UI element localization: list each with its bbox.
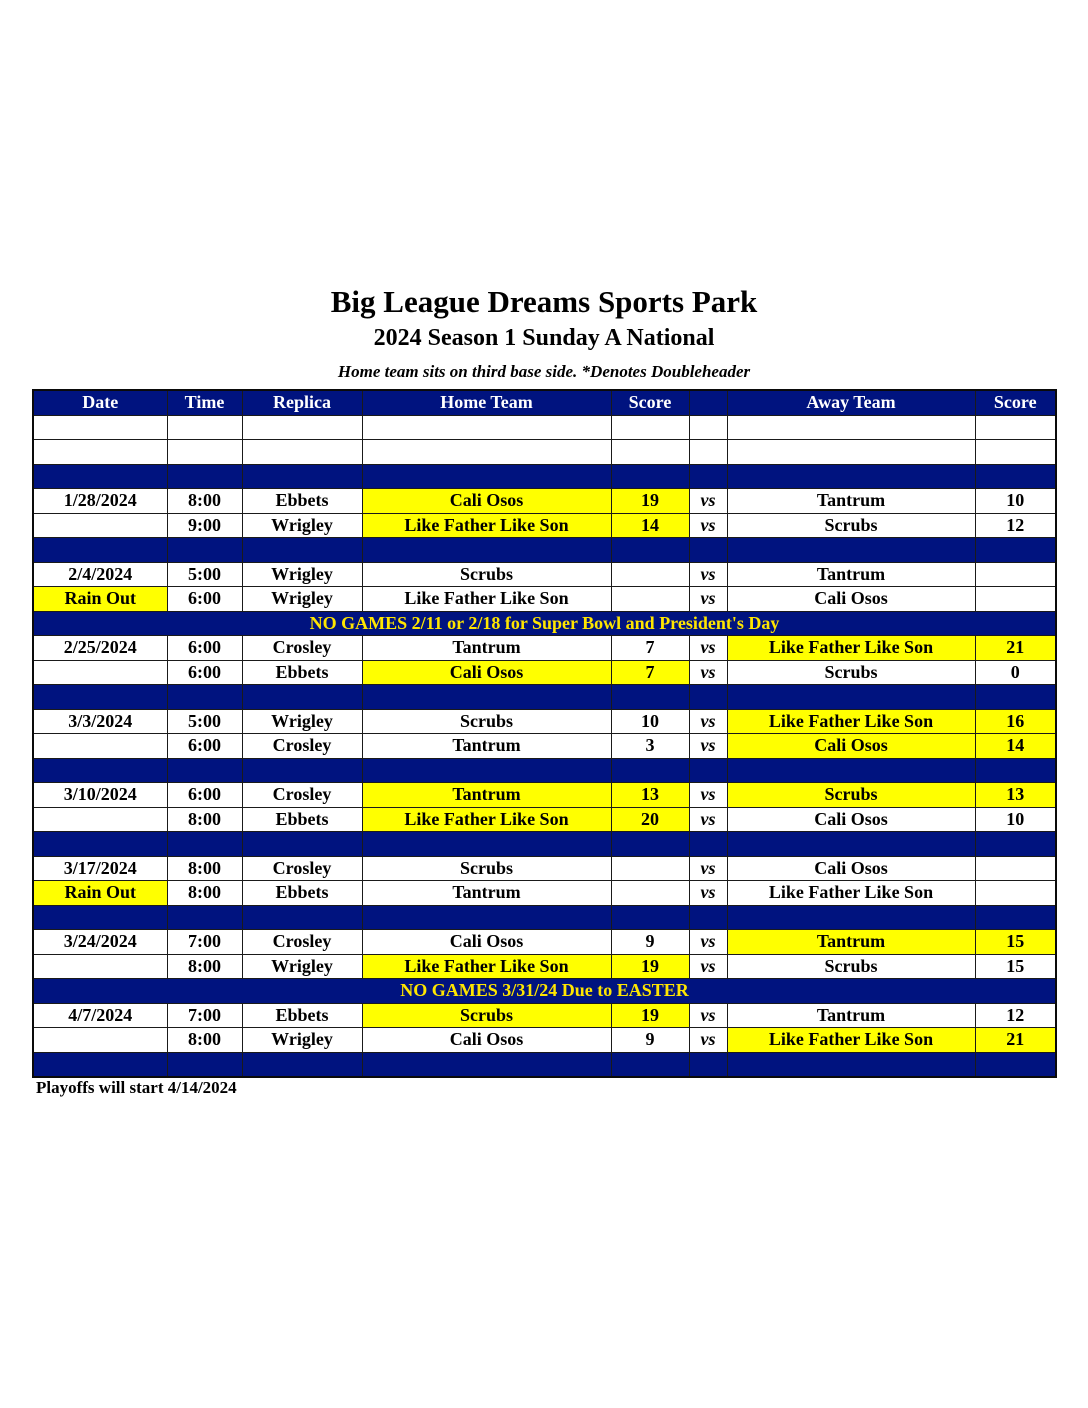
- game-time: 9:00: [167, 513, 242, 538]
- game-row: [33, 660, 1056, 685]
- vs-label: vs: [689, 489, 727, 514]
- away-score: 15: [975, 954, 1056, 979]
- game-date: 3/3/2024: [33, 709, 167, 734]
- vs-label: vs: [689, 587, 727, 612]
- game-time: 6:00: [167, 783, 242, 808]
- away-score: 10: [975, 489, 1056, 514]
- away-team: Cali Osos: [727, 856, 975, 881]
- game-replica: Ebbets: [242, 807, 362, 832]
- game-time: 8:00: [167, 856, 242, 881]
- away-score: 14: [975, 734, 1056, 759]
- home-score: 14: [611, 513, 689, 538]
- home-team: Scrubs: [362, 856, 611, 881]
- game-date: 3/17/2024: [33, 856, 167, 881]
- away-score: [975, 881, 1056, 906]
- home-team: Cali Osos: [362, 1028, 611, 1053]
- vs-label: vs: [689, 807, 727, 832]
- game-row: [33, 1028, 1056, 1053]
- away-team: Like Father Like Son: [727, 709, 975, 734]
- header-row: [33, 390, 1056, 415]
- game-time: 6:00: [167, 587, 242, 612]
- away-team: Scrubs: [727, 513, 975, 538]
- home-team: Tantrum: [362, 734, 611, 759]
- game-replica: Ebbets: [242, 1003, 362, 1028]
- away-score: 16: [975, 709, 1056, 734]
- game-date: [33, 660, 167, 685]
- game-row: [33, 856, 1056, 881]
- home-team: Scrubs: [362, 562, 611, 587]
- game-row: [33, 513, 1056, 538]
- home-score: 7: [611, 660, 689, 685]
- vs-label: vs: [689, 1003, 727, 1028]
- game-date: 2/25/2024: [33, 636, 167, 661]
- game-row: [33, 881, 1056, 906]
- away-team: Tantrum: [727, 930, 975, 955]
- game-date: [33, 954, 167, 979]
- game-date: [33, 807, 167, 832]
- game-time: 8:00: [167, 489, 242, 514]
- banner-text: NO GAMES 2/11 or 2/18 for Super Bowl and President's Day: [33, 611, 1056, 636]
- vs-label: vs: [689, 881, 727, 906]
- game-date: [33, 734, 167, 759]
- game-row: [33, 954, 1056, 979]
- game-time: 7:00: [167, 930, 242, 955]
- home-team: Scrubs: [362, 1003, 611, 1028]
- away-score: 21: [975, 636, 1056, 661]
- banner-text: NO GAMES 3/31/24 Due to EASTER: [33, 979, 1056, 1004]
- game-replica: Ebbets: [242, 881, 362, 906]
- game-row: [33, 930, 1056, 955]
- home-score: 9: [611, 930, 689, 955]
- vs-label: vs: [689, 954, 727, 979]
- game-date: 3/10/2024: [33, 783, 167, 808]
- vs-label: vs: [689, 660, 727, 685]
- game-row: [33, 807, 1056, 832]
- home-score: [611, 562, 689, 587]
- home-score: 3: [611, 734, 689, 759]
- home-team: Like Father Like Son: [362, 587, 611, 612]
- blank-row: [33, 415, 1056, 440]
- game-row: [33, 783, 1056, 808]
- away-score: 21: [975, 1028, 1056, 1053]
- away-team: Like Father Like Son: [727, 1028, 975, 1053]
- away-score: 12: [975, 513, 1056, 538]
- game-time: 6:00: [167, 636, 242, 661]
- home-team: Like Father Like Son: [362, 954, 611, 979]
- home-score: [611, 856, 689, 881]
- vs-label: vs: [689, 513, 727, 538]
- home-team: Tantrum: [362, 783, 611, 808]
- blank-row: [33, 440, 1056, 465]
- home-team: Like Father Like Son: [362, 513, 611, 538]
- home-score: 10: [611, 709, 689, 734]
- away-team: Like Father Like Son: [727, 881, 975, 906]
- separator-row: [33, 464, 1056, 489]
- game-replica: Wrigley: [242, 954, 362, 979]
- home-score: 7: [611, 636, 689, 661]
- separator-row: [33, 905, 1056, 930]
- vs-label: vs: [689, 783, 727, 808]
- separator-row: [33, 1052, 1056, 1077]
- game-date: 3/24/2024: [33, 930, 167, 955]
- away-team: Tantrum: [727, 1003, 975, 1028]
- schedule-table: [32, 389, 1057, 1078]
- game-date: 2/4/2024: [33, 562, 167, 587]
- game-time: 5:00: [167, 562, 242, 587]
- away-team: Scrubs: [727, 954, 975, 979]
- game-replica: Crosley: [242, 930, 362, 955]
- col-header-vs: [689, 390, 727, 415]
- away-team: Scrubs: [727, 660, 975, 685]
- no-games-banner: [33, 979, 1056, 1004]
- home-score: [611, 587, 689, 612]
- game-row: [33, 562, 1056, 587]
- game-time: 8:00: [167, 954, 242, 979]
- game-replica: Ebbets: [242, 660, 362, 685]
- no-games-banner: [33, 611, 1056, 636]
- game-replica: Crosley: [242, 636, 362, 661]
- home-score: 19: [611, 489, 689, 514]
- away-team: Tantrum: [727, 562, 975, 587]
- col-header-date: Date: [33, 390, 167, 415]
- home-score: [611, 881, 689, 906]
- away-score: 0: [975, 660, 1056, 685]
- rain-out-label: Rain Out: [33, 881, 167, 906]
- game-replica: Wrigley: [242, 562, 362, 587]
- game-row: [33, 489, 1056, 514]
- game-date: 1/28/2024: [33, 489, 167, 514]
- game-time: 6:00: [167, 734, 242, 759]
- home-score: 9: [611, 1028, 689, 1053]
- away-score: 10: [975, 807, 1056, 832]
- game-time: 8:00: [167, 881, 242, 906]
- away-team: Cali Osos: [727, 587, 975, 612]
- away-team: Scrubs: [727, 783, 975, 808]
- col-header-away-score: Score: [975, 390, 1056, 415]
- vs-label: vs: [689, 709, 727, 734]
- game-replica: Ebbets: [242, 489, 362, 514]
- game-replica: Crosley: [242, 734, 362, 759]
- game-replica: Wrigley: [242, 1028, 362, 1053]
- game-date: [33, 1028, 167, 1053]
- game-time: 5:00: [167, 709, 242, 734]
- game-row: [33, 587, 1056, 612]
- col-header-home-score: Score: [611, 390, 689, 415]
- game-time: 8:00: [167, 1028, 242, 1053]
- home-team: Cali Osos: [362, 489, 611, 514]
- away-score: [975, 587, 1056, 612]
- vs-label: vs: [689, 636, 727, 661]
- separator-row: [33, 538, 1056, 563]
- home-score: 19: [611, 954, 689, 979]
- home-score: 19: [611, 1003, 689, 1028]
- separator-row: [33, 832, 1056, 857]
- home-team: Like Father Like Son: [362, 807, 611, 832]
- game-replica: Wrigley: [242, 513, 362, 538]
- game-time: 6:00: [167, 660, 242, 685]
- playoffs-note: Playoffs will start 4/14/2024: [36, 1078, 237, 1097]
- away-team: Cali Osos: [727, 807, 975, 832]
- away-score: 12: [975, 1003, 1056, 1028]
- game-row: [33, 709, 1056, 734]
- game-time: 8:00: [167, 807, 242, 832]
- game-date: [33, 513, 167, 538]
- seating-note: Home team sits on third base side. *Denotes Doubleheader: [337, 362, 751, 381]
- home-team: Tantrum: [362, 636, 611, 661]
- col-header-away-team: Away Team: [727, 390, 975, 415]
- game-date: 4/7/2024: [33, 1003, 167, 1028]
- game-row: [33, 636, 1056, 661]
- away-team: Like Father Like Son: [727, 636, 975, 661]
- home-team: Tantrum: [362, 881, 611, 906]
- home-score: 20: [611, 807, 689, 832]
- game-row: [33, 734, 1056, 759]
- game-row: [33, 1003, 1056, 1028]
- home-team: Scrubs: [362, 709, 611, 734]
- game-time: 7:00: [167, 1003, 242, 1028]
- separator-row: [33, 758, 1056, 783]
- away-score: 15: [975, 930, 1056, 955]
- home-team: Cali Osos: [362, 930, 611, 955]
- home-team: Cali Osos: [362, 660, 611, 685]
- col-header-home-team: Home Team: [362, 390, 611, 415]
- separator-row: [33, 685, 1056, 710]
- home-score: 13: [611, 783, 689, 808]
- rain-out-label: Rain Out: [33, 587, 167, 612]
- away-score: [975, 562, 1056, 587]
- page-title: Big League Dreams Sports Park: [330, 284, 758, 319]
- col-header-replica: Replica: [242, 390, 362, 415]
- game-replica: Wrigley: [242, 587, 362, 612]
- vs-label: vs: [689, 856, 727, 881]
- vs-label: vs: [689, 734, 727, 759]
- col-header-time: Time: [167, 390, 242, 415]
- away-team: Tantrum: [727, 489, 975, 514]
- vs-label: vs: [689, 562, 727, 587]
- game-replica: Wrigley: [242, 709, 362, 734]
- page-subtitle: 2024 Season 1 Sunday A National: [373, 325, 715, 351]
- game-replica: Crosley: [242, 783, 362, 808]
- away-score: [975, 856, 1056, 881]
- game-replica: Crosley: [242, 856, 362, 881]
- away-score: 13: [975, 783, 1056, 808]
- vs-label: vs: [689, 1028, 727, 1053]
- vs-label: vs: [689, 930, 727, 955]
- away-team: Cali Osos: [727, 734, 975, 759]
